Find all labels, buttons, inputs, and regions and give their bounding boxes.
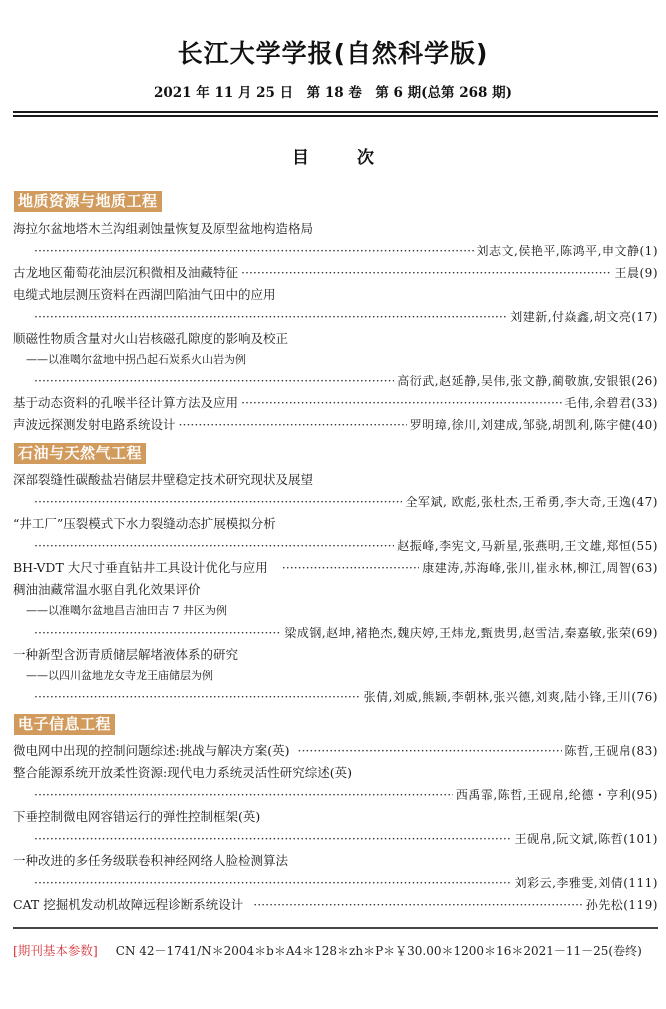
toc-entry-leader[interactable] [31,307,658,327]
toc-entry-leader[interactable] [31,873,658,893]
toc-entry[interactable] [13,895,658,915]
toc-entry-leader[interactable] [31,536,658,556]
article-page: (1) [639,244,658,258]
toc-heading [0,143,666,168]
toc-entry[interactable] [13,514,658,534]
journal-parameters [13,941,642,959]
article-authors: 西禹霏,陈哲,王砚帛,纶德・亨利 [455,788,632,802]
journal-title: 长江大学学报(自然科学版) [177,39,489,68]
leader-dots [282,558,420,578]
article-page: (26) [631,374,658,388]
article-title: BH-VDT 大尺寸垂直钻井工具设计优化与应用 [13,560,268,575]
article-page: (9) [639,266,658,280]
article-title: 基于动态资料的孔喉半径计算方法及应用 [13,395,239,410]
leader-dots [253,895,582,915]
toc-entry[interactable] [13,263,658,283]
article-page: (17) [631,310,658,324]
article-authors: 刘彩云,李雅雯,刘倩 [514,876,624,890]
leader-dots [34,307,507,327]
toc-entry[interactable] [13,741,658,761]
article-title: 海拉尔盆地塔木兰沟组剥蚀量恢复及原型盆地构造格局 [13,221,314,236]
article-title: 深部裂缝性碳酸盐岩储层井壁稳定技术研究现状及展望 [13,472,314,487]
toc-entry-leader[interactable] [31,785,658,805]
toc-entry[interactable] [13,763,658,783]
article-authors: 孙先松 [585,898,624,912]
toc-entry[interactable] [13,807,658,827]
article-authors: 刘志文,侯艳平,陈鸿平,申文静 [476,244,640,258]
leader-dots [241,393,562,413]
article-authors: 赵振峰,李宪文,马新星,张燕明,王文雄,郑恒 [397,539,632,553]
article-title: 一种改进的多任务级联卷积神经网络人脸检测算法 [13,853,289,868]
parameters-value: CN 42－1741/N＊2004＊b＊A4＊128＊zh＊P＊￥30.00＊1200＊16＊2021－11－25(卷终) [115,944,642,958]
leader-dots [241,263,611,283]
toc-entry[interactable] [13,329,658,349]
leader-dots [34,371,394,391]
article-authors: 刘建新,付焱鑫,胡文亮 [510,310,632,324]
toc-entry-leader[interactable] [31,371,658,391]
article-page: (101) [623,832,658,846]
article-page: (83) [631,744,658,758]
article-title: 稠油油藏常温水驱自乳化效果评价 [13,582,201,597]
toc-entry-leader[interactable] [31,829,658,849]
section-header-electronics: 电子信息工程 [14,714,115,735]
article-authors: 康建涛,苏海峰,张川,崔永林,柳江,周智 [422,561,632,575]
header-rule-bottom [13,115,658,117]
article-authors: 陈哲,王砚帛 [564,744,632,758]
leader-dots [179,415,407,435]
leader-dots [34,241,474,261]
issue-date-line: 2021 年 11 月 25 日 第 18 卷 第 6 期(总第 268 期) [154,85,512,101]
leader-dots [34,687,361,707]
article-title: “井工厂”压裂模式下水力裂缝动态扩展模拟分析 [13,516,276,531]
article-page: (55) [631,539,658,553]
toc-entry-leader[interactable] [31,492,658,512]
article-title: 微电网中出现的控制问题综述:挑战与解决方案(英) [13,743,290,758]
article-title: 整合能源系统开放柔性资源:现代电力系统灵活性研究综述(英) [13,765,352,780]
article-page: (40) [631,418,658,432]
toc-entry-leader[interactable] [31,687,658,707]
article-subtitle: ——以四川盆地龙女寺龙王庙储层为例 [26,669,213,682]
toc-entry[interactable] [13,580,658,600]
parameters-tag: [期刊基本参数] [13,943,98,958]
article-subtitle: ——以准噶尔盆地昌吉油田吉 7 井区为例 [26,604,227,617]
header-rule-top [13,111,658,113]
article-page: (76) [631,690,658,704]
toc-entry[interactable] [13,393,658,413]
article-page: (111) [623,876,658,890]
toc-heading-left: 目 [292,148,309,168]
article-page: (95) [631,788,658,802]
article-authors: 王晨 [614,266,640,280]
toc-entry-leader[interactable] [31,623,658,643]
article-page: (63) [631,561,658,575]
article-authors: 全军斌, 欧彪,张杜杰,王希勇,李大奇,王逸 [405,495,632,509]
article-subtitle: ——以准噶尔盆地中拐凸起石炭系火山岩为例 [26,353,246,366]
article-page: (119) [623,898,658,912]
leader-dots [34,623,281,643]
toc-entry[interactable] [13,558,658,578]
leader-dots [34,829,512,849]
article-authors: 张倩,刘威,熊颖,李朝林,张兴德,刘爽,陆小锋,王川 [363,690,632,704]
leader-dots [34,785,453,805]
article-title: 下垂控制微电网容错运行的弹性控制框架(英) [13,809,261,824]
article-page: (47) [631,495,658,509]
article-page: (69) [631,626,658,640]
article-title: 一种新型含沥青质储层解堵液体系的研究 [13,647,239,662]
section-header-petroleum: 石油与天然气工程 [14,443,146,464]
article-title: 电缆式地层测压资料在西湖凹陷油气田中的应用 [13,287,276,302]
toc-entry[interactable] [13,851,658,871]
leader-dots [34,536,394,556]
article-title: 古龙地区葡萄花油层沉积微相及油藏特征 [13,265,239,280]
toc-entry[interactable] [13,415,658,435]
article-page: (33) [631,396,658,410]
leader-dots [297,741,561,761]
toc-entry[interactable] [13,285,658,305]
toc-entry[interactable] [13,219,658,239]
section-header-geology: 地质资源与地质工程 [14,191,162,212]
article-title: 声波远探测发射电路系统设计 [13,417,176,432]
article-authors: 梁成钢,赵坤,褚艳杰,魏庆婷,王炜龙,甄贵男,赵雪洁,秦嘉敏,张荣 [284,626,632,640]
toc-entry[interactable] [13,470,658,490]
article-authors: 毛伟,余碧君 [564,396,632,410]
article-authors: 高衍武,赵延静,吴伟,张文静,蔺敬旗,安银银 [397,374,632,388]
article-title: CAT 挖掘机发动机故障远程诊断系统设计 [13,897,244,912]
toc-entry-leader[interactable] [31,241,658,261]
toc-entry[interactable] [13,645,658,665]
footer-rule [13,927,658,929]
article-title: 顺磁性物质含量对火山岩核磁孔隙度的影响及校正 [13,331,289,346]
toc-heading-right: 次 [357,148,374,168]
leader-dots [34,873,512,893]
leader-dots [34,492,402,512]
article-authors: 罗明璋,徐川,刘建成,邹骁,胡凯利,陈宇健 [409,418,632,432]
article-authors: 王砚帛,阮文斌,陈哲 [514,832,624,846]
